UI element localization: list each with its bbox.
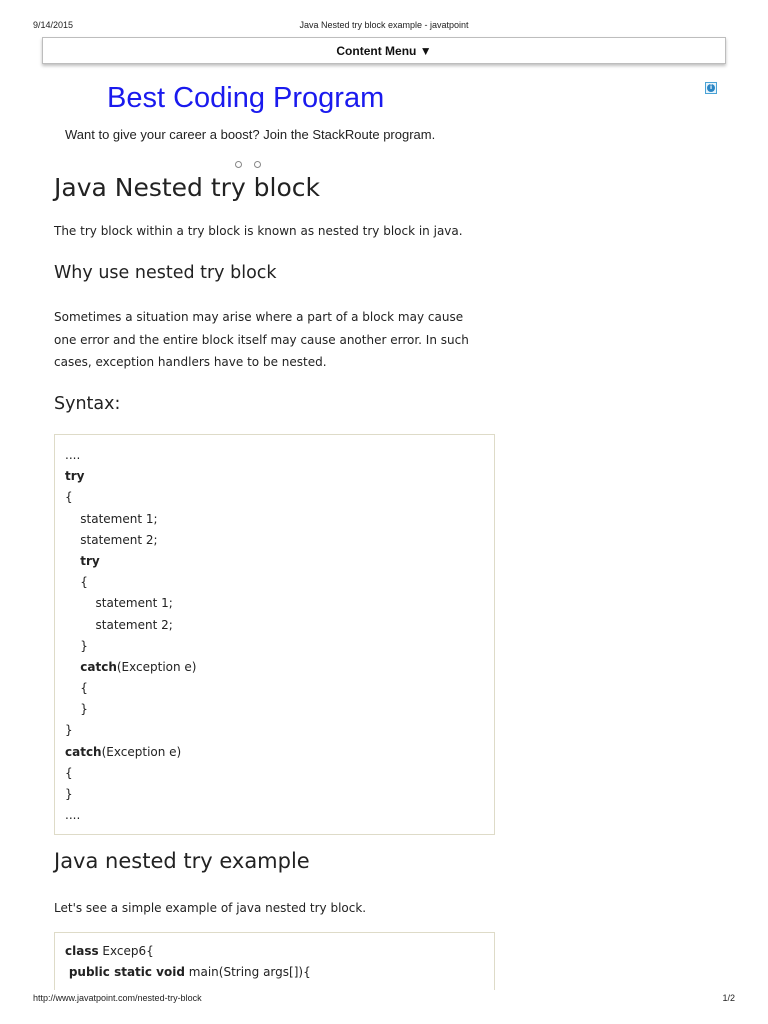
code-line: { xyxy=(65,490,73,505)
why-line: Sometimes a situation may arise where a part of a block may cause xyxy=(54,310,464,324)
why-paragraph xyxy=(54,306,494,374)
code-line: { xyxy=(80,575,88,590)
print-page-title: Java Nested try block example - javatpoint xyxy=(299,20,469,30)
carousel-dot-icon[interactable] xyxy=(235,161,242,168)
syntax-heading: Syntax: xyxy=(54,394,121,414)
code-line: statement 2; xyxy=(80,532,158,547)
ad-description: Want to give your career a boost? Join the StackRoute program. xyxy=(65,127,436,142)
code-line: } xyxy=(80,702,88,717)
print-url: http://www.javatpoint.com/nested-try-block xyxy=(33,993,202,1003)
code-line: { xyxy=(65,765,73,780)
example-intro: Let's see a simple example of java nested try block. xyxy=(54,901,367,915)
print-header xyxy=(0,0,768,34)
code-line xyxy=(65,466,494,487)
code-keyword: try xyxy=(80,553,100,568)
code-line: statement 2; xyxy=(95,617,173,632)
why-line: cases, exception handlers have to be nested. xyxy=(54,355,327,369)
code-line: { xyxy=(80,681,88,696)
code-keyword: class xyxy=(65,944,99,958)
code-line: class Excep6{ xyxy=(65,944,154,958)
code-line: } xyxy=(65,723,73,738)
code-line: } xyxy=(65,787,73,801)
why-line: one error and the entire block itself may cause another error. In such xyxy=(54,332,469,347)
why-heading: Why use nested try block xyxy=(54,263,277,283)
carousel-dot-icon[interactable] xyxy=(254,161,261,168)
code-line: .... xyxy=(65,448,81,462)
code-line: .... xyxy=(65,808,81,823)
page-title: Java Nested try block xyxy=(54,173,321,202)
code-line: } xyxy=(80,638,88,653)
syntax-code-block xyxy=(54,434,495,835)
example-heading: Java nested try example xyxy=(54,849,310,873)
ad-title-link[interactable]: Best Coding Program xyxy=(107,82,385,114)
code-line: public static void main(String args[]){ xyxy=(68,965,311,980)
intro-paragraph: The try block within a try block is known as nested try block in java. xyxy=(54,224,463,238)
code-keyword: catch xyxy=(80,659,117,674)
code-keyword: public static void xyxy=(68,965,185,980)
ad-carousel-dots xyxy=(235,153,273,172)
print-date: 9/14/2015 xyxy=(33,20,74,30)
code-keyword: catch xyxy=(65,744,102,759)
content-menu-button[interactable]: Content Menu ▼ xyxy=(42,37,726,64)
code-keyword: try xyxy=(65,469,85,484)
code-line: statement 1; xyxy=(95,596,173,611)
info-icon[interactable]: i xyxy=(705,82,717,94)
code-line xyxy=(65,551,494,572)
code-line: catch(Exception e) xyxy=(65,744,182,759)
code-line: catch(Exception e) xyxy=(80,659,197,674)
print-footer xyxy=(0,990,768,1024)
code-line: statement 1; xyxy=(80,511,158,526)
example-code-block xyxy=(54,932,495,992)
print-page-number: 1/2 xyxy=(722,993,735,1003)
